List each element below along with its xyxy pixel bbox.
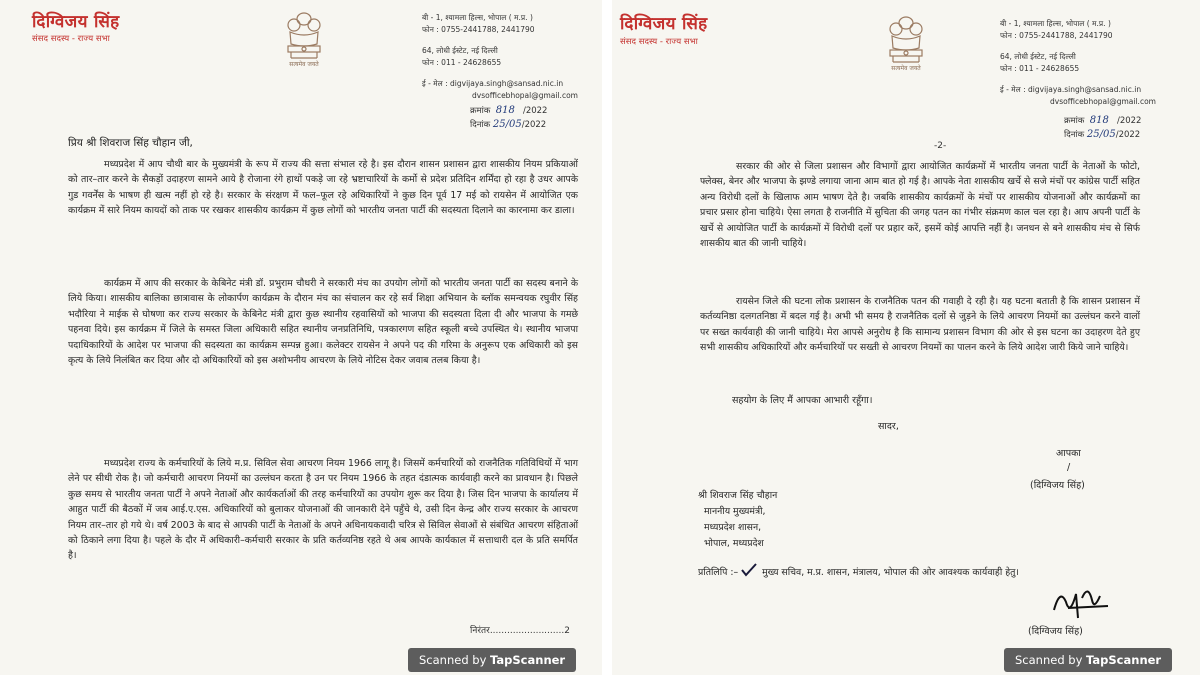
email-line: dvsofficebhopal@gmail.com xyxy=(1050,96,1156,106)
address-line: 64, लोधी ईस्टेट, नई दिल्ली xyxy=(422,46,498,55)
copy-text: मुख्य सचिव, म.प्र. शासन, मंत्रालय, भोपाल की ओर आवश्यक कार्यवाही हेतु। xyxy=(762,567,1019,578)
paragraph-1: सरकार की ओर से जिला प्रशासन और विभागों द्वारा आयोजित कार्यक्रमों में भारतीय जनता पार्टी के नेताओं के फोटो, फ्लेक्स, बेनर और भाजपा के झण्डे लगाया जाना आम बात हो गई है। आपके नेता शासकीय खर्चे से सजे मंचों पर कांग्रेस पार्टी सहित अन्य विरोधी दलों के खिलाफ आम भाषण देते है। जबकि शासकीय कार्यक्रमों के मंचों पर शासकीय योजनाओं और कार्यक्रमों का प्रचार प्रसार होना चाहिये। ऐसा लगता है राजनीति में सुचिता की जगह पतन का गंभीर संक्रमण काल चल रहा है। आप अपनी पार्टी के खर्चे से आयोजित पार्टी के कार्यक्रमों में विरोधी दलों पर प्रहार करें, इसमें कोई आपत्ति नहीं है। जनधन से बने शासकीय मंच से सिर्फ शासकीय बात की जानी चाहिये। xyxy=(700,161,1140,250)
signature-slash: / xyxy=(1067,462,1071,473)
email-line: ई - मेल : digvijaya.singh@sansad.nic.in xyxy=(422,79,564,88)
address-line: बी - 1, श्यामला हिल्स, भोपाल ( म.प्र. ) xyxy=(1000,19,1111,28)
recipient-line: मध्यप्रदेश शासन, xyxy=(704,522,762,533)
ref-date-year: /2022 xyxy=(521,120,547,130)
address-line: फोन : 0755-2441788, 2441790 xyxy=(1000,30,1113,40)
ref-date-year: /2022 xyxy=(1115,130,1141,140)
ashoka-emblem-icon xyxy=(282,10,326,70)
letter-page-2 xyxy=(612,0,1200,675)
address-line: फोन : 0755-2441788, 2441790 xyxy=(422,24,535,34)
copy-label: प्रतिलिपि :– xyxy=(698,567,739,578)
thanks-line: सहयोग के लिए मैं आपका आभारी रहूँगा। xyxy=(732,395,873,406)
letterhead-designation: संसद सदस्य - राज्य सभा xyxy=(32,34,110,44)
email-line: dvsofficebhopal@gmail.com xyxy=(472,90,578,100)
ref-number-label: क्रमांक xyxy=(470,106,491,116)
copy-line xyxy=(698,563,1019,578)
address-line: बी - 1, श्यामला हिल्स, भोपाल ( म.प्र. ) xyxy=(422,13,533,22)
address-line: फोन : 011 - 24628655 xyxy=(422,57,502,67)
continued-marker: निरंतर..........................2 xyxy=(470,626,570,636)
page-number: -2- xyxy=(934,141,947,151)
recipient-line: भोपाल, मध्यप्रदेश xyxy=(704,538,764,549)
recipient-block xyxy=(698,488,777,552)
ref-number: 818 xyxy=(495,105,515,116)
yours-line: आपका xyxy=(1056,448,1081,459)
emblem-caption: सत्यमेव जयते xyxy=(289,61,319,68)
reference-block xyxy=(1064,114,1141,142)
address-line: फोन : 011 - 24628655 xyxy=(1000,63,1080,73)
ref-date-label: दिनांक xyxy=(470,120,491,130)
ref-number: 818 xyxy=(1089,115,1109,126)
ashoka-emblem-icon xyxy=(884,14,928,74)
letterhead-name: दिग्विजय सिंह xyxy=(32,12,120,32)
letterhead-designation: संसद सदस्य - राज्य सभा xyxy=(620,37,698,47)
emblem-caption: सत्यमेव जयते xyxy=(891,65,921,72)
signatory-name: (दिग्विजय सिंह) xyxy=(1030,480,1085,491)
signature-icon xyxy=(1048,580,1118,629)
recipient-line: श्री शिवराज सिंह चौहान xyxy=(698,490,778,501)
letterhead-address xyxy=(422,12,578,101)
signatory-name-bottom: (दिग्विजय सिंह) xyxy=(1028,626,1083,637)
paragraph-2: कार्यक्रम में आप की सरकार के केबिनेट मंत्री डॉ. प्रभुराम चौधरी ने सरकारी मंच का उपयोग लोगों को भारतीय जनता पार्टी का सदस्य बनाने के लिये किया। शासकीय बालिका छात्रावास के लोकार्पण कार्यक्रम के दौरान मंच का संचालन कर रहे सर्व शिक्षा अभियान के ब्लॉक समन्वयक रघुवीर सिंह भदौरिया ने माईक से घोषणा कर राज्य सरकार के केबिनेट मंत्री द्वारा कुछ स्थानीय रहवासियों को भाजपा की सदस्यता दिला दी और भाजपा के गमछे पहनवा दिये। इस कार्यक्रम में जिले के समस्त जिला अधिकारी सहित स्थानीय जनप्रतिनिधि, पत्रकारगण सहित स्कूली बच्चे उपस्थित थे। स्थानीय भाजपा पदाधिकारियों के आदेश पर भाजपा की सदस्यता का कार्यक्रम सम्पन्न हुआ। कलेक्टर रायसेन ने अपने पद की गरिमा के अनुरूप एक अधिकारी को इस कृत्य के लिये निलंबित कर दिया और दो अधिकारियों को इस अशोभनीय आचरण के लिये नोटिस देकर जवाब तलब किया है। xyxy=(68,278,578,367)
ref-year: /2022 xyxy=(522,106,548,116)
address-line: 64, लोधी ईस्टेट, नई दिल्ली xyxy=(1000,52,1076,61)
recipient-line: माननीय मुख्यमंत्री, xyxy=(704,506,766,517)
paragraph-1: मध्यप्रदेश में आप चौथी बार के मुख्यमंत्री के रूप में राज्य की सत्ता संभाल रहे है। इस दौरान शासन प्रशासन द्वारा शासकीय नियम प्रकियाओं को तार–तार करने के सैकड़ों उदाहरण सामने आये है रोजाना रंगे हाथों पकड़े जा रहे भ्रष्टाचारियों के कर्मो से प्रदेश प्रतिदिन शर्मिंदा हो रहा है उधर आपके गुड गवर्नेंस के भाषण ही खत्म नहीं हो रहे है। सरकार के संरक्षण में फल–फूल रहे अधिकारियों ने कुछ दिन पूर्व 17 मई को रायसेन में आयोजित एक कार्यक्रम में सारे नियम कायदों को ताक पर रखकर शासकीय कार्यक्रम में कुछ लोगों को भारतीय जनता पार्टी की सदस्यता दिलाने का कारनामा कर डाला। xyxy=(68,159,578,217)
email-line: ई - मेल : digvijaya.singh@sansad.nic.in xyxy=(1000,85,1142,94)
letterhead-name: दिग्विजय सिंह xyxy=(620,14,708,34)
scanner-watermark: Scanned by TapScanner xyxy=(408,648,576,672)
salutation: प्रिय श्री शिवराज सिंह चौहान जी, xyxy=(68,137,193,149)
ref-date: 25/05 xyxy=(492,119,522,130)
ref-date-label: दिनांक xyxy=(1064,130,1085,140)
letterhead-address xyxy=(1000,18,1156,107)
ref-number-label: क्रमांक xyxy=(1064,116,1085,126)
tick-mark-icon xyxy=(741,563,759,578)
page-divider xyxy=(602,0,612,675)
closing-line: सादर, xyxy=(878,421,899,432)
paragraph-2: रायसेन जिले की घटना लोक प्रशासन के राजनैतिक पतन की गवाही दे रही है। यह घटना बताती है कि शासन प्रशासन में कर्तव्यनिष्ठा दलगतनिष्ठा में बदल गई है। अभी भी समय है राजनैतिक दलों से जुड़ने के लिये आचरण नियमों का उल्लंघन करने वालों पर सख्त कार्यवाही की जानी चाहिये। मेरा आपसे अनुरोध है कि सामान्य प्रशासन विभाग की ओर से इस घटना का उदाहरण देते हुए सभी शासकीय अधिकारियों और कर्मचारियों पर सख्ती से आचरण नियमों का पालन करने के लिये आदेश जारी किये जाने चाहिये। xyxy=(700,296,1140,354)
scanner-watermark: Scanned by TapScanner xyxy=(1004,648,1172,672)
ref-year: /2022 xyxy=(1116,116,1142,126)
ref-date: 25/05 xyxy=(1086,129,1116,140)
paragraph-3: मध्यप्रदेश राज्य के कर्मचारियों के लिये म.प्र. सिविल सेवा आचरण नियम 1966 लागू है। जिसमें कर्मचारियों को राजनैतिक गतिविधियों में भाग लेने पर सीधी रोक है। जो कर्मचारी आचरण नियमों का उल्लंघन करता है उन पर नियम 1966 के तहत दंडात्मक कार्यवाही करने का प्रावधान है। पिछले कुछ समय से भारतीय जनता पार्टी ने अपने नेताओं और कार्यकर्ताओं की तरह कर्मचारियों का उपयोग शुरू कर दिया है। जिस दिन भाजपा के कार्यालय में आहुत पार्टी की बैठकों में जब आई.ए.एस. अधिकारियों को बुलाकर योजनाओं की जानकारी देने पहुँचे थे, उसी दिन केन्द्र और राज्य सरकार के आचरण नियम तार–तार हो गये थे। वर्ष 2003 के बाद से आपकी पार्टी के नेताओं के अपने अधिनायकवादी चरित्र से सिविल सेवाओं से संबंधित आचरण संहिताओं को ठिकाने लगा दिया है। पहले के दौर में अधिकारी–कर्मचारी सरकार के प्रति कर्तव्यनिष्ठ रहते थे अब आपके कार्यकाल में सत्ताधारी दल के प्रति समर्पित है। xyxy=(68,458,578,562)
reference-block xyxy=(470,104,547,132)
